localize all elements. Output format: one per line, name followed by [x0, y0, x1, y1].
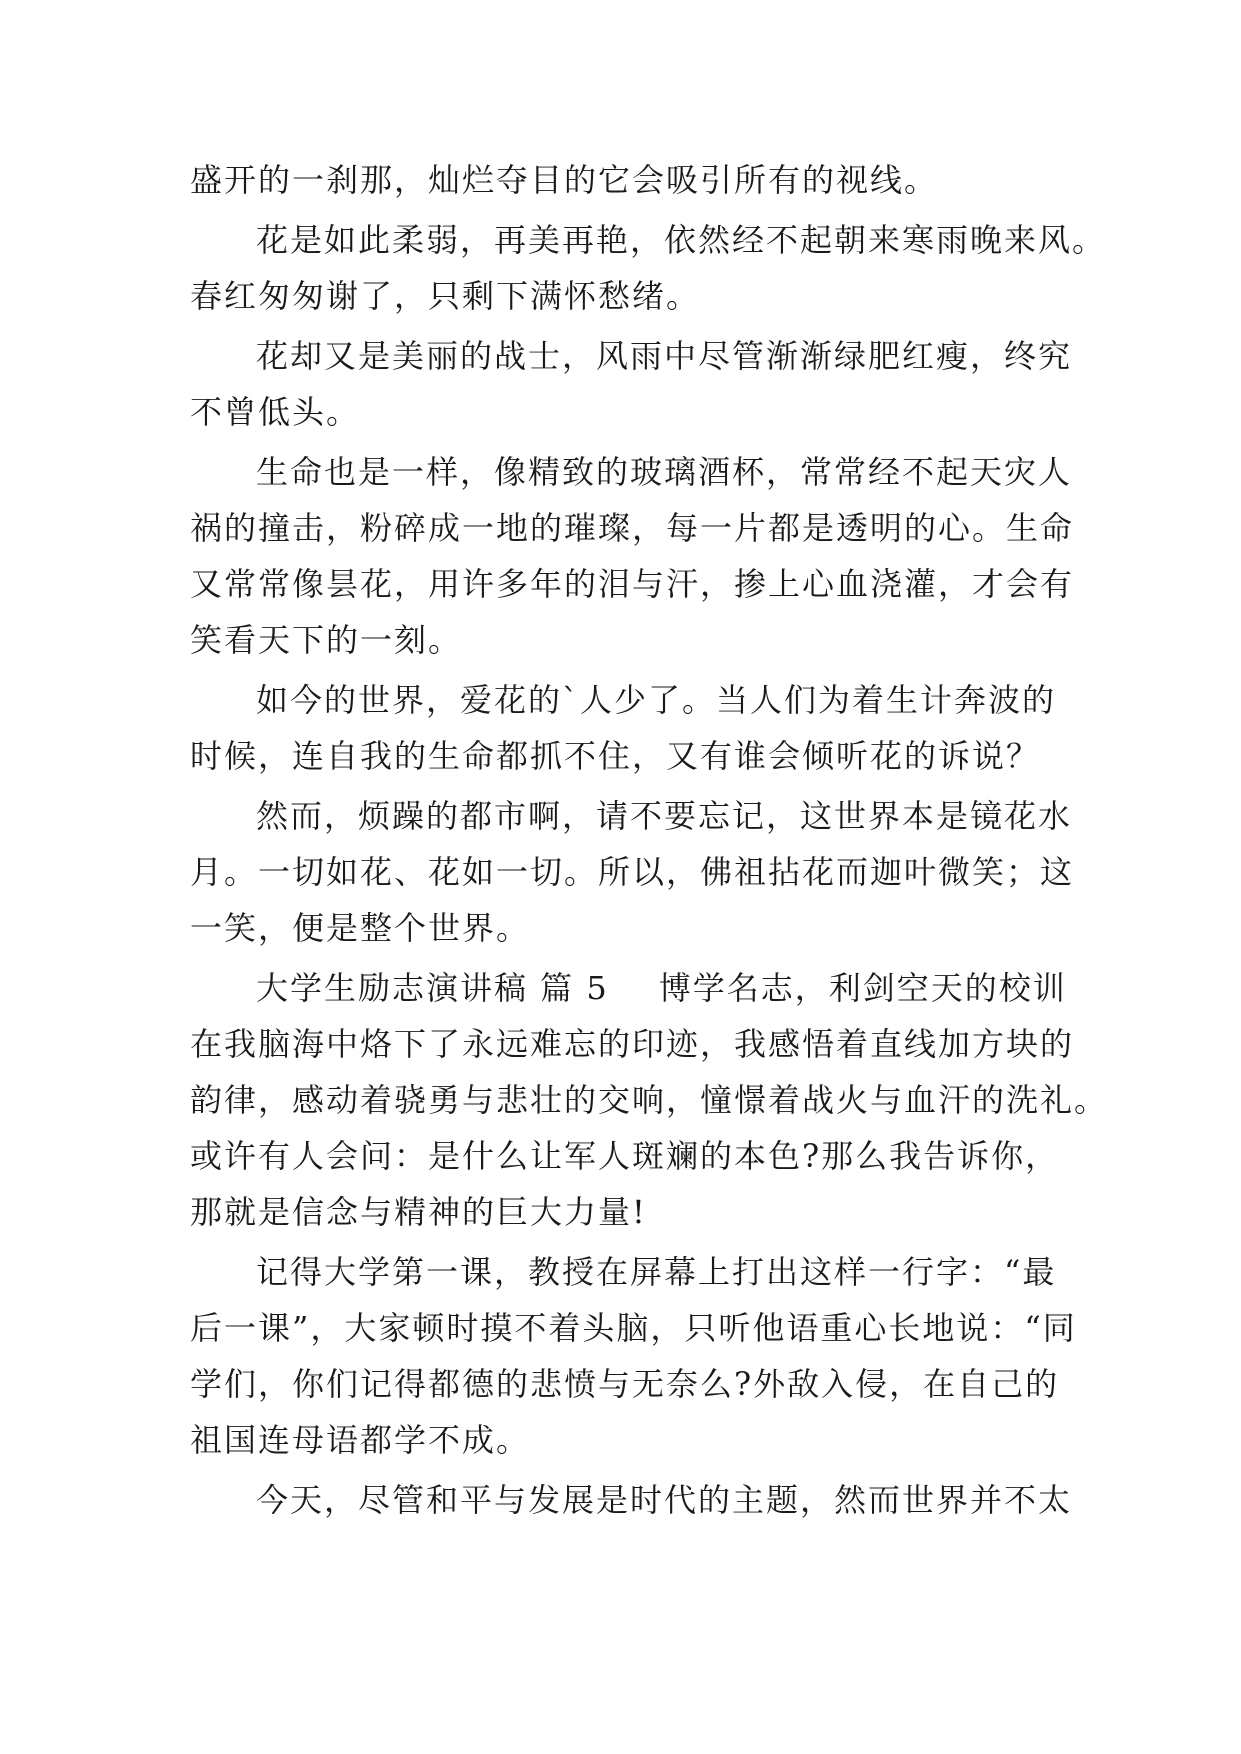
- paragraph-first-line: 生命也是一样，像精致的玻璃酒杯，常常经不起天灾人: [256, 453, 1073, 491]
- paragraph-first-line: 花是如此柔弱，再美再艳，依然经不起朝来寒雨晚来风。: [256, 221, 1107, 259]
- text-line: 盛开的一刹那，灿烂夺目的它会吸引所有的视线。: [190, 161, 939, 199]
- paragraph-first-line: 然而，烦躁的都市啊，请不要忘记，这世界本是镜花水: [256, 797, 1073, 835]
- paragraph-first-line: 花却又是美丽的战士，风雨中尽管渐渐绿肥红瘦，终究: [256, 337, 1073, 375]
- text-line: 学们，你们记得都德的悲愤与无奈么?外敌入侵，在自己的: [190, 1365, 1060, 1403]
- text-line: 后一课”，大家顿时摸不着头脑，只听他语重心长地说：“同: [190, 1309, 1077, 1347]
- text-line: 一笑，便是整个世界。: [190, 909, 531, 947]
- paragraph-first-line: 今天，尽管和平与发展是时代的主题，然而世界并不太: [256, 1481, 1073, 1519]
- text-line: 春红匆匆谢了，只剩下满怀愁绪。: [190, 277, 701, 315]
- paragraph-first-line: 如今的世界，爱花的`人少了。当人们为着生计奔波的: [256, 681, 1057, 719]
- text-line: 又常常像昙花，用许多年的泪与汗，掺上心血浇灌，才会有: [190, 565, 1075, 603]
- section-heading: 大学生励志演讲稿 篇 5: [256, 969, 609, 1007]
- text-line: 月。一切如花、花如一切。所以，佛祖拈花而迦叶微笑；这: [190, 853, 1075, 891]
- section-heading-line: [256, 960, 1067, 1016]
- text-line: 那就是信念与精神的巨大力量!: [190, 1193, 647, 1231]
- text-line: 笑看天下的一刻。: [190, 621, 463, 659]
- text-line: 时候，连自我的生命都抓不住，又有谁会倾听花的诉说？: [190, 737, 1041, 775]
- text-line: 祸的撞击，粉碎成一地的璀璨，每一片都是透明的心。生命: [190, 509, 1075, 547]
- text-line: 祖国连母语都学不成。: [190, 1421, 531, 1459]
- text-line: 或许有人会问：是什么让军人斑斓的本色?那么我告诉你，: [190, 1137, 1060, 1175]
- paragraph-first-line: 记得大学第一课，教授在屏幕上打出这样一行字：“最: [256, 1253, 1057, 1291]
- text-line: 韵律，感动着骁勇与悲壮的交响，憧憬着战火与血汗的洗礼。: [190, 1081, 1109, 1119]
- section-first-text: 博学名志，利剑空天的校训: [658, 969, 1067, 1007]
- text-line: 不曾低头。: [190, 393, 361, 431]
- text-line: 在我脑海中烙下了永远难忘的印迹，我感悟着直线加方块的: [190, 1025, 1075, 1063]
